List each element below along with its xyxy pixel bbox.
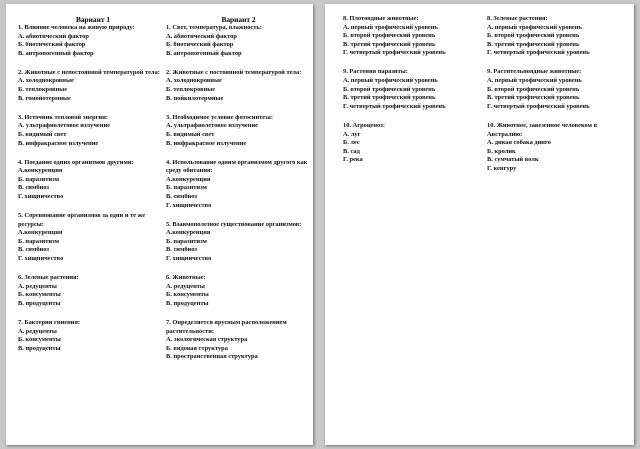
question-text: 3. Необходимое условие фотосинтеза:: [166, 113, 273, 121]
variant-2-title: Вариант 2: [221, 15, 256, 24]
answer-option: Б. лес: [343, 139, 360, 147]
document-page-2: [325, 4, 634, 445]
answer-option: А. редуценты: [166, 282, 205, 290]
question-block: [18, 159, 168, 202]
answer-option: Б. второй трофический уровень: [343, 85, 436, 93]
question-text: 8. Плотоядные животные:: [343, 15, 419, 22]
question-text: 5. Взаимополезное существование организмов:: [166, 220, 302, 228]
answer-option: А. луг: [343, 130, 361, 138]
question-block: [343, 68, 488, 111]
answer-option: Б. второй трофический уровень: [487, 85, 580, 93]
question-block: [487, 15, 632, 58]
answer-option: А. ультрафиолетовое излучение: [166, 122, 258, 130]
answer-option: Г. река: [343, 156, 363, 164]
answer-option: Б. второй трофический уровень: [487, 32, 580, 40]
question-text: 1. Свет, температура, влажность:: [166, 24, 262, 31]
answer-option: Б. биотический фактор: [166, 41, 234, 49]
question-block: [487, 68, 632, 111]
question-text: 6. Животные:: [166, 274, 206, 282]
answer-option: Г. четвертый трофический уровень: [487, 49, 590, 57]
answer-option: В. третий трофический уровень: [487, 40, 580, 48]
answer-option: В. инфракрасное излучение: [18, 139, 99, 147]
answer-option: В. симбиоз: [18, 246, 49, 254]
question-block: [18, 69, 168, 103]
answer-option: Б. видимый свет: [18, 130, 67, 138]
question-text: 4. Использование одним организмом другого как среду обитания:: [166, 158, 308, 175]
question-block: [18, 24, 168, 58]
document-page-1: [6, 4, 313, 445]
answer-option: А. первый трофический уровень: [487, 23, 582, 31]
question-text: 7. Определяется ярусным расположением растительности:: [166, 319, 287, 335]
answer-option: В. продуценты: [18, 299, 61, 307]
question-text: 2. Животные с непостоянной температурой тела:: [18, 68, 160, 76]
question-text: 10. Животное, завезенное человеком в Австралию:: [487, 121, 598, 138]
answer-option: Б. паразитизм: [18, 237, 59, 245]
answer-option: Г. хищничество: [18, 193, 64, 200]
question-text: 3. Источник тепловой энергии:: [18, 113, 108, 121]
answer-option: В. третий трофический уровень: [343, 94, 436, 102]
answer-option: Г. четвертый трофический уровень: [343, 49, 446, 57]
answer-option: В. антропогенный фактор: [18, 49, 94, 57]
variant-1-column-continued: [343, 15, 488, 175]
answer-option: Г. хищничество: [166, 255, 212, 263]
question-text: 9. Растительноядные животные:: [487, 68, 582, 76]
answer-option: Г. хищничество: [18, 255, 64, 263]
question-text: 2. Животные с постоянной температурой тела:: [166, 68, 302, 76]
question-block: [343, 15, 488, 58]
answer-option: Б. консументы: [18, 291, 61, 299]
question-block: [18, 319, 168, 353]
answer-option: Б. теплокровные: [18, 86, 68, 94]
variant-1-title: Вариант 1: [75, 15, 111, 24]
answer-option: В. пространственная структура: [166, 353, 258, 361]
question-block: [166, 24, 311, 58]
answer-option: А.конкуренция: [18, 229, 63, 237]
answer-option: А. ультрафиолетовое излучение: [18, 122, 110, 130]
answer-option: В. пойкилотермные: [166, 94, 224, 102]
question-block: [487, 122, 632, 174]
variant-1-column: [18, 15, 168, 364]
question-text: 9. Растения паразиты:: [343, 68, 408, 76]
question-text: 8. Зеленые растения:: [487, 15, 548, 22]
answer-option: Б. второй трофический уровень: [343, 32, 436, 40]
answer-option: А. редуценты: [18, 327, 57, 335]
answer-option: А. дикая собака динго: [487, 139, 551, 147]
answer-option: В. антропогенный фактор: [166, 49, 242, 57]
question-block: [343, 122, 488, 165]
answer-option: В. инфракрасное излучение: [166, 139, 247, 147]
question-text: 10. Агроценоз:: [343, 121, 385, 129]
answer-option: Б. консументы: [18, 336, 61, 344]
answer-option: В. сад: [343, 147, 360, 155]
answer-option: В. симбиоз: [166, 193, 197, 200]
answer-option: А.конкуренция: [18, 167, 63, 175]
answer-option: В. симбиоз: [18, 184, 49, 192]
answer-option: А. редуценты: [18, 282, 57, 290]
answer-option: А.конкуренция: [166, 175, 211, 183]
answer-option: В. гомойотермные: [18, 94, 71, 102]
answer-option: А. абиотический фактор: [166, 32, 237, 40]
answer-option: А. первый трофический уровень: [343, 77, 438, 85]
answer-option: Б. видовая структура: [166, 344, 228, 352]
variant-2-column: [166, 15, 311, 373]
answer-option: Г. четвертый трофический уровень: [487, 102, 590, 110]
answer-option: А. абиотический фактор: [18, 32, 89, 40]
question-block: [18, 212, 168, 264]
answer-option: Г. кенгуру: [487, 164, 517, 172]
answer-option: Б. консументы: [166, 291, 209, 299]
answer-option: А. холоднокровные: [18, 77, 74, 85]
answer-option: Г. четвертый трофический уровень: [343, 102, 446, 110]
question-text: 4. Поедание одних организмов другими:: [18, 158, 134, 166]
answer-option: А.конкуренция: [166, 229, 211, 237]
question-text: 6. Зеленые растения:: [18, 274, 79, 282]
answer-option: Б. паразитизм: [166, 184, 207, 192]
question-block: [166, 319, 311, 362]
answer-option: В. симбиоз: [166, 246, 197, 254]
question-block: [166, 69, 311, 103]
question-block: [166, 274, 311, 308]
answer-option: Б. паразитизм: [166, 237, 207, 245]
answer-option: А. холоднокровные: [166, 77, 222, 85]
question-block: [166, 221, 311, 264]
variant-2-column-continued: [487, 15, 632, 184]
answer-option: А. первый трофический уровень: [343, 23, 438, 31]
answer-option: Б. теплокровные: [166, 86, 216, 94]
answer-option: В. продуценты: [166, 299, 209, 307]
answer-option: В. сумчатый волк: [487, 156, 539, 164]
question-text: 7. Бактерии гниения:: [18, 319, 81, 327]
question-text: 1. Влияние человека на живую природу:: [18, 24, 135, 31]
answer-option: Г. хищничество: [166, 201, 212, 209]
question-block: [18, 274, 168, 308]
answer-option: А. экологическая структура: [166, 336, 248, 344]
question-block: [166, 114, 311, 148]
question-block: [18, 114, 168, 148]
answer-option: Б. кролик: [487, 147, 516, 155]
answer-option: В. продуценты: [18, 344, 61, 352]
answer-option: Б. видимый свет: [166, 130, 215, 138]
answer-option: Б. биотический фактор: [18, 41, 86, 49]
answer-option: Б. паразитизм: [18, 175, 59, 183]
answer-option: В. третий трофический уровень: [343, 40, 436, 48]
question-text: 5. Соревнование организмов за одни и те же ресурсы:: [18, 212, 146, 228]
question-block: [166, 159, 311, 211]
answer-option: А. первый трофический уровень: [487, 77, 582, 85]
answer-option: В. третий трофический уровень: [487, 94, 580, 102]
